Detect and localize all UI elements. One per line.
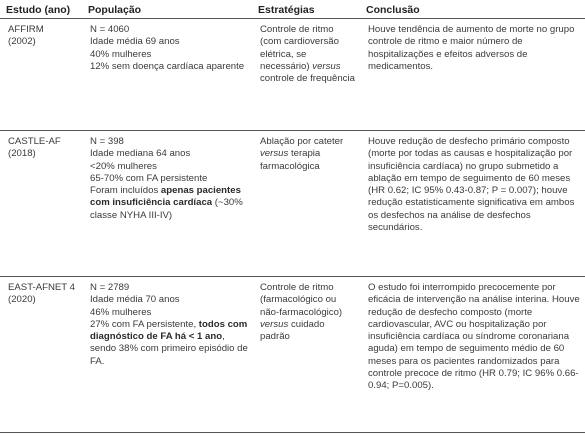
study-year: (2020): [8, 294, 36, 306]
strategy-a: Ablação por cateter: [260, 136, 344, 147]
population-line: Idade média 70 anos: [90, 294, 180, 306]
inclusion-suffix: (~30% classe NYHA III-IV): [90, 197, 243, 221]
strategy-versus: versus: [260, 148, 289, 160]
population-line: N = 2789: [90, 282, 130, 293]
study-cell: [0, 277, 82, 433]
table-row: [0, 131, 585, 277]
header-population: População: [82, 0, 252, 19]
strategy-b: cuidado padrão: [260, 318, 325, 343]
population-line: 40% mulheres: [90, 48, 152, 60]
population-line: N = 398: [90, 136, 124, 147]
conclusion-cell: O estudo foi interrompido precocemente por eficácia de intervenção na análise interina. Houve redução de desfecho composto (morte cardiovascular, AVC ou hospitalização por insuficiência cardíaca ou síndrome coronariana aguda) em tempo de seguimento médio de 60 meses para os pacientes randomizados para controle precoce de ritmo (HR 0.79; IC 96% 0.66-0.94; P=0.005).: [360, 277, 585, 433]
table-row: [0, 19, 585, 131]
population-line: 65-70% com FA persistente: [90, 172, 208, 184]
population-line: 12% sem doença cardíaca aparente: [90, 60, 245, 72]
table-row: [0, 277, 585, 433]
strategy-b: terapia farmacológica: [260, 148, 321, 172]
study-name: CASTLE-AF: [8, 136, 61, 147]
inclusion-prefix: Foram incluídos: [90, 185, 159, 197]
inclusion-emphasis: apenas pacientes com insuficiência cardíaca: [90, 185, 241, 209]
strategy-versus: versus: [312, 60, 341, 72]
study-cell: [0, 131, 82, 277]
strategy-a: Controle de ritmo (com cardioversão elétrica, se necessário): [260, 24, 339, 72]
fa-suffix: , sendo 38% com primeiro episódio de FA.: [90, 331, 248, 367]
population-cell: [82, 19, 252, 131]
population-inclusion: [90, 185, 248, 222]
population-line: Idade média 69 anos: [90, 36, 180, 48]
header-conclusion: Conclusão: [360, 0, 585, 19]
study-cell: [0, 19, 82, 131]
header-strategies: Estratégias: [252, 0, 360, 19]
population-line: 46% mulheres: [90, 306, 152, 318]
population-fa: [90, 319, 248, 368]
population-cell: [82, 131, 252, 277]
header-study: Estudo (ano): [0, 0, 82, 19]
fa-emphasis: todos com diagnóstico de FA há < 1 ano: [90, 318, 248, 343]
conclusion-cell: Houve redução de desfecho primário composto (morte por todas as causas e hospitalização por insuficiência cardíaca) no grupo submetido a ablação em tempo de seguimento de 60 meses (HR 0.62; IC 95% 0.43-0.87; P = 0.007); houve redução estatisticamente significativa em ambos os desfechos na análise de desfechos secundários.: [360, 131, 585, 277]
study-name: AFFIRM: [8, 24, 44, 35]
conclusion-cell: Houve tendência de aumento de morte no grupo controle de ritmo e maior número de hospitalizações e efeitos adversos de medicamentos.: [360, 19, 585, 131]
population-line: N = 4060: [90, 24, 130, 35]
strategy-cell: [252, 131, 360, 277]
strategy-b: controle de frequência: [260, 73, 355, 85]
study-year: (2002): [8, 36, 36, 48]
study-name: EAST-AFNET 4: [8, 282, 75, 293]
strategy-a: Controle de ritmo (farmacológico ou não-farmacológico): [260, 282, 343, 318]
strategy-versus: versus: [260, 318, 289, 330]
fa-prefix: 27% com FA persistente,: [90, 318, 197, 330]
strategy-cell: [252, 19, 360, 131]
population-cell: [82, 277, 252, 433]
header-row: [0, 0, 585, 19]
population-line: <20% mulheres: [90, 160, 157, 172]
population-line: Idade mediana 64 anos: [90, 148, 191, 160]
strategy-cell: [252, 277, 360, 433]
study-year: (2018): [8, 148, 36, 160]
